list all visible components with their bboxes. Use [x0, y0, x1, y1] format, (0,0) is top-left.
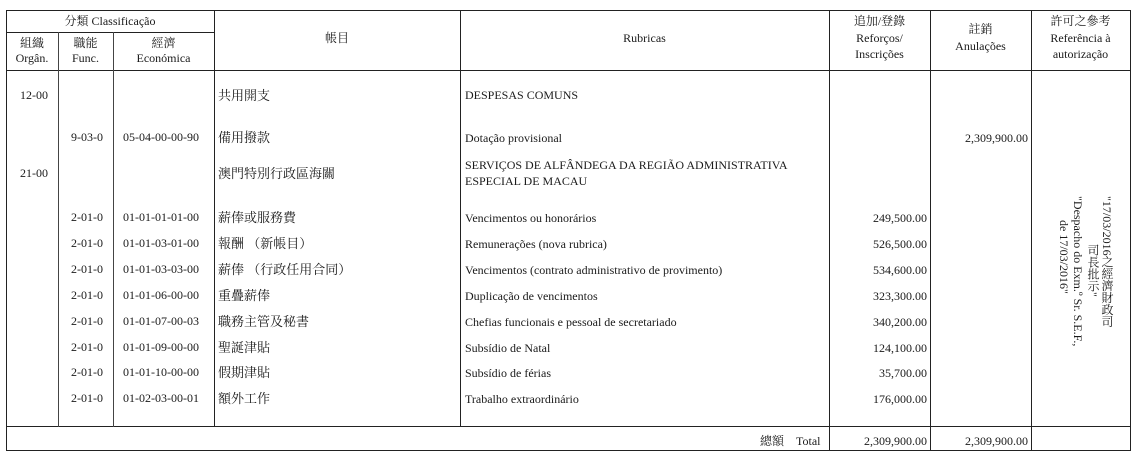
classification-header: 分類 Classificação: [64, 14, 156, 28]
row-rubrica-zh: 薪俸 （行政任用合同）: [218, 262, 352, 277]
reference-line-4: de 17/03/2016": [1057, 220, 1071, 294]
total-label-pt: Total: [796, 434, 821, 448]
row-rubrica-pt: Vencimentos (contrato administrativo de provimento): [465, 263, 723, 277]
col-divider-anulacao: [1031, 10, 1032, 451]
organ-header-zh: 組織: [19, 36, 44, 50]
left-border: [6, 10, 7, 451]
reference-header-pt2: autorização: [1052, 47, 1109, 61]
col-divider-econ: [214, 10, 215, 427]
rubrica-header-zh: 帳目: [324, 31, 349, 45]
reference-line-2: 司長批示": [1086, 244, 1100, 297]
row-rubrica-zh: 報酬 （新帳目）: [218, 236, 313, 251]
anulacao-header-pt: Anulações: [955, 39, 1006, 53]
row-anulacao: 2,309,900.00: [965, 131, 1028, 145]
header-bottom-border: [6, 70, 1130, 71]
row-rubrica-zh: 職務主管及秘書: [218, 314, 310, 329]
row-func: 2-01-0: [71, 288, 103, 302]
row-reforco: 526,500.00: [873, 237, 927, 251]
row-func: 2-01-0: [71, 391, 103, 405]
row-econ: 05-04-00-00-90: [123, 130, 199, 144]
row-econ: 01-01-03-01-00: [123, 236, 199, 250]
row-func: 2-01-0: [71, 236, 103, 250]
row-func: 2-01-0: [71, 314, 103, 328]
col-divider-organ: [58, 32, 59, 427]
row-reforco: 340,200.00: [873, 315, 927, 329]
row-rubrica-zh: 共用開支: [218, 88, 271, 103]
col-divider-zh: [460, 10, 461, 427]
row-func: 2-01-0: [71, 262, 103, 276]
row-econ: 01-01-03-03-00: [123, 262, 199, 276]
row-rubrica-pt: Remunerações (nova rubrica): [465, 237, 607, 251]
row-rubrica-zh: 額外工作: [218, 391, 271, 406]
row-econ: 01-01-01-01-00: [123, 210, 199, 224]
reference-line-3: "Despacho do Exm.º Sr. S.E.F.,: [1071, 196, 1085, 347]
row-reforco: 35,700.00: [879, 366, 927, 380]
row-econ: 01-01-06-00-00: [123, 288, 199, 302]
row-econ: 01-01-09-00-00: [123, 340, 199, 354]
row-reforco: 176,000.00: [873, 392, 927, 406]
row-econ: 01-01-10-00-00: [123, 365, 199, 379]
reference-header-pt1: Referência à: [1050, 31, 1111, 45]
total-anulacao: 2,309,900.00: [965, 434, 1028, 448]
classification-subheader-line: [6, 32, 214, 33]
table-top-border: [6, 10, 1130, 11]
row-func: 2-01-0: [71, 340, 103, 354]
total-row-top-border: [6, 426, 1130, 427]
row-func: 2-01-0: [71, 365, 103, 379]
row-rubrica-pt-line2: ESPECIAL DE MACAU: [465, 174, 588, 188]
row-rubrica-zh: 聖誕津貼: [218, 340, 271, 355]
row-rubrica-pt: Duplicação de vencimentos: [465, 289, 598, 303]
col-divider-pt: [829, 10, 830, 451]
row-rubrica-pt: DESPESAS COMUNS: [465, 88, 579, 102]
row-rubrica-zh: 備用撥款: [218, 130, 271, 145]
reforco-header-zh: 追加/登錄: [853, 14, 906, 28]
row-reforco: 249,500.00: [873, 211, 927, 225]
row-rubrica-pt: Vencimentos ou honorários: [465, 211, 597, 225]
row-rubrica-zh: 澳門特別行政區海關: [218, 166, 336, 181]
total-reforco: 2,309,900.00: [864, 434, 927, 448]
col-divider-reforco: [930, 10, 931, 451]
row-func: 2-01-0: [71, 210, 103, 224]
row-organ: 12-00: [20, 88, 48, 102]
row-rubrica-pt: Subsídio de Natal: [465, 341, 551, 355]
right-border: [1130, 10, 1131, 451]
reforco-header-pt2: Inscrições: [855, 47, 904, 61]
col-divider-func: [113, 32, 114, 427]
row-rubrica-pt: Dotação provisional: [465, 131, 562, 145]
row-func: 9-03-0: [71, 130, 103, 144]
row-rubrica-zh: 薪俸或服務費: [218, 210, 297, 225]
reference-header-zh: 許可之參考: [1050, 14, 1111, 28]
econ-header-pt: Económica: [136, 51, 191, 65]
row-econ: 01-02-03-00-01: [123, 391, 199, 405]
row-rubrica-zh: 假期津貼: [218, 365, 271, 380]
row-rubrica-pt: Trabalho extraordinário: [465, 392, 579, 406]
organ-header-pt: Orgân.: [15, 51, 49, 65]
func-header-zh: 職能: [73, 36, 98, 50]
row-reforco: 124,100.00: [873, 341, 927, 355]
row-reforco: 534,600.00: [873, 263, 927, 277]
row-reforco: 323,300.00: [873, 289, 927, 303]
row-econ: 01-01-07-00-03: [123, 314, 199, 328]
table-bottom-border: [6, 450, 1130, 451]
row-rubrica-pt: SERVIÇOS DE ALFÂNDEGA DA REGIÃO ADMINISTRATIVA: [465, 158, 788, 172]
reference-line-1: "17/03/2016之經濟財政司: [1100, 196, 1114, 328]
row-rubrica-pt: Subsídio de férias: [465, 366, 551, 380]
anulacao-header-zh: 註銷: [968, 22, 993, 36]
func-header-pt: Func.: [72, 51, 99, 65]
total-label-zh: 總額: [760, 434, 785, 448]
row-organ: 21-00: [20, 166, 48, 180]
row-rubrica-zh: 重疊薪俸: [218, 288, 271, 303]
row-rubrica-pt: Chefias funcionais e pessoal de secretariado: [465, 315, 677, 329]
reforco-header-pt1: Reforços/: [856, 31, 903, 45]
econ-header-zh: 經濟: [151, 36, 176, 50]
rubrica-header-pt: Rubricas: [623, 31, 666, 45]
